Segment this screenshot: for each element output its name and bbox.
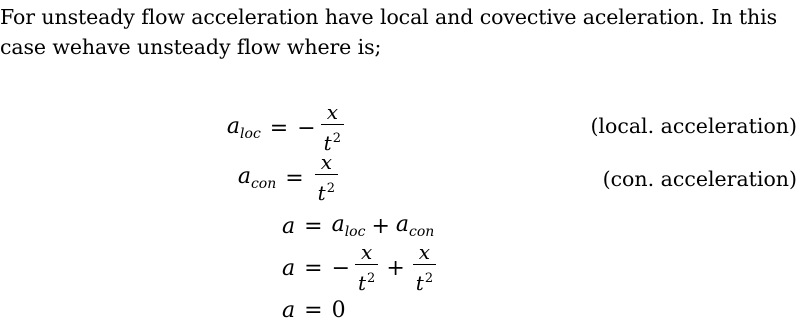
equation-rhs: 0 — [331, 298, 346, 323]
minus-sign: − — [331, 255, 350, 281]
equation-local-acceleration — [227, 102, 346, 154]
equation-total-acceleration — [282, 212, 434, 240]
paragraph-line-2: case wehave unsteady flow where is; — [0, 35, 382, 59]
minus-sign: − — [297, 115, 316, 141]
equation-tag-convective: (con. acceleration) — [602, 167, 797, 191]
equation-rhs — [332, 212, 435, 240]
equals-sign: = — [285, 165, 304, 191]
equation-lhs: a — [282, 298, 296, 323]
plus-sign: + — [371, 213, 390, 239]
equation-lhs: a — [282, 213, 296, 239]
equation-result — [282, 298, 346, 323]
equation-lhs: a — [282, 255, 296, 281]
fraction — [355, 242, 378, 294]
numerator: x — [326, 100, 338, 124]
term-local: $a_{loc}$ — [331, 212, 366, 240]
equation-rhs — [313, 152, 346, 204]
equation-lhs: $a_{loc}$ — [226, 114, 261, 143]
equation-substitution — [282, 242, 438, 294]
denominator: $t^2$ — [323, 131, 341, 156]
equals-sign: = — [304, 213, 323, 239]
intro-paragraph — [0, 2, 800, 62]
equation-rhs — [297, 102, 346, 154]
fraction — [321, 102, 344, 154]
equals-sign: = — [304, 298, 323, 323]
fraction — [315, 152, 338, 204]
equation-rhs — [332, 242, 439, 294]
term-convective: $a_{con}$ — [395, 212, 435, 240]
denominator: $t^2$ — [415, 271, 434, 296]
numerator: x — [320, 150, 332, 174]
plus-sign: + — [386, 255, 405, 281]
numerator: x — [361, 240, 373, 264]
equals-sign: = — [269, 115, 289, 141]
numerator: x — [418, 240, 431, 264]
equation-lhs: $a_{con}$ — [237, 164, 277, 193]
denominator: $t^2$ — [317, 181, 335, 206]
denominator: $t^2$ — [358, 271, 376, 296]
paragraph-line-1: For unsteady flow acceleration have local and covective aceleration. In this — [0, 5, 778, 29]
equation-convective-acceleration — [238, 152, 346, 204]
equation-tag-local: (local. acceleration) — [590, 114, 797, 138]
equals-sign: = — [304, 255, 323, 281]
fraction — [413, 242, 436, 294]
